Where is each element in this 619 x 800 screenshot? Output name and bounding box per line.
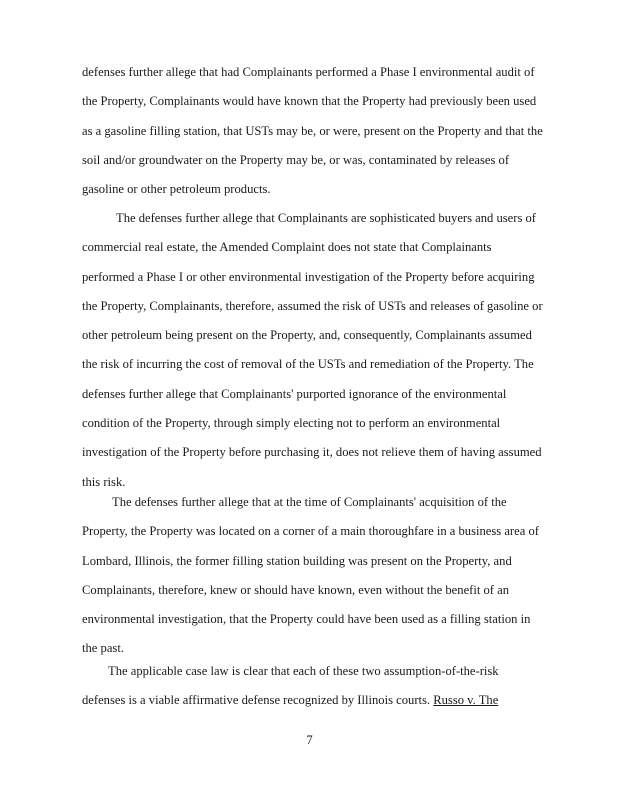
paragraph-1: defenses further allege that had Complainants performed a Phase I environmental audit of the Property, Complainants would have known that the Property had previously been used as a gasoline filling station, that USTs may be, or were, present on the Property and that the soil and/or groundwater on the Property may be, or was, contaminated by releases of gasoline or other petroleum products. [82, 65, 543, 197]
paragraph-2: The defenses further allege that Complainants are sophisticated buyers and users of commercial real estate, the Amended Complaint does not state that Complainants performed a Phase I or other environmental investigation of the Property before acquiring the Property, Complainants, therefore, assumed the risk of USTs and releases of gasoline or other petroleum being present on the Property, and, consequently, Complainants assumed the risk of incurring the cost of removal of the USTs and remediation of the Property. The defenses further allege that Complainants' purported ignorance of the environmental condition of the Property, through simply electing not to perform an environmental investigation of the Property before purchasing it, does not relieve them of having assumed this risk. [82, 211, 543, 489]
paragraph-3: The defenses further allege that at the time of Complainants' acquisition of the Property, the Property was located on a corner of a main thoroughfare in a business area of Lombard, Illinois, the former filling station building was present on the Property, and Complainants, therefore, knew or should have known, even without the benefit of an environmental investigation, that the Property could have been used as a filling station in the past. [82, 495, 539, 656]
page-number: 7 [306, 733, 313, 747]
case-citation: Russo v. The [433, 693, 499, 708]
paragraph-4-text: The applicable case law is clear that each of these two assumption-of-the-risk defenses is a viable affirmative defense recognized by Illinois courts. [82, 664, 499, 708]
paragraph-4 [82, 657, 544, 716]
